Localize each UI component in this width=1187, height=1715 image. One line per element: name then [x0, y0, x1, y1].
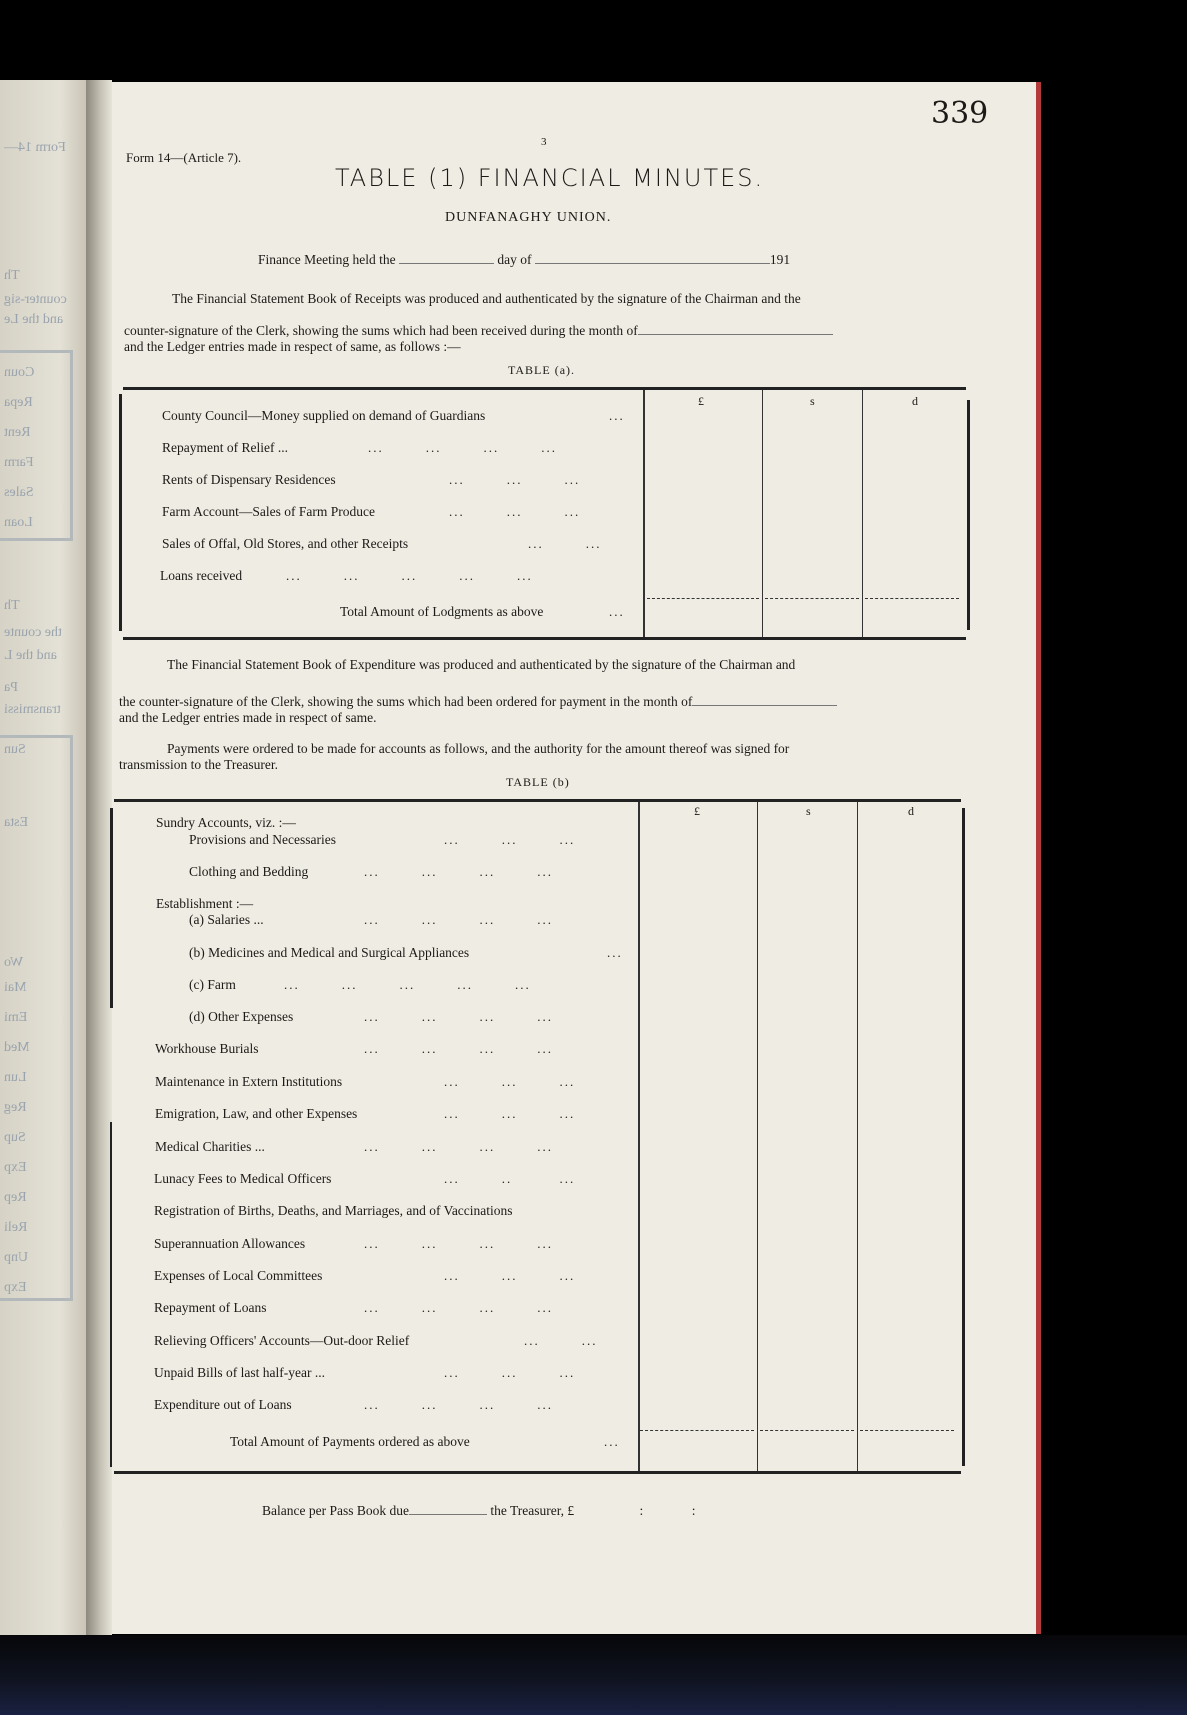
- previous-page-fragment: Mai: [4, 980, 27, 995]
- table-a-row: County Council—Money supplied on demand of Guardians: [162, 408, 486, 423]
- table-b-row: Registration of Births, Deaths, and Marriages, and of Vaccinations: [154, 1203, 513, 1218]
- table-b-row: (b) Medicines and Medical and Surgical Appliances: [189, 945, 470, 960]
- previous-page-edge: [0, 80, 86, 1635]
- page-title: TABLE (1) FINANCIAL MINUTES.: [335, 164, 765, 192]
- payments-paragraph-line2: transmission to the Treasurer.: [119, 757, 278, 772]
- previous-page-fragment: Reli: [4, 1220, 28, 1235]
- leader-dots: ... ... ... ...: [364, 1397, 553, 1412]
- table-b-row: Establishment :—: [156, 896, 254, 911]
- table-b-row: (d) Other Expenses: [189, 1009, 294, 1024]
- table-b-left-rule: [110, 808, 113, 1008]
- previous-page-fragment: and the Le: [4, 312, 64, 327]
- table-a-total-rule-shillings: [765, 598, 859, 599]
- leader-dots: ... ... ... ...: [364, 1300, 553, 1315]
- previous-page-fragment: Th: [4, 598, 20, 613]
- table-a-header-pence: d: [912, 394, 918, 408]
- previous-page-fragment: Pa: [4, 680, 18, 695]
- leader-dots: ... ... ...: [444, 832, 576, 847]
- meeting-label: Finance Meeting held the: [258, 252, 396, 267]
- expenditure-month-field[interactable]: [692, 705, 837, 706]
- background-cloth: [0, 1635, 1187, 1715]
- table-a-total-label: Total Amount of Lodgments as above: [340, 604, 544, 619]
- previous-page-fragment: Wo: [4, 955, 24, 970]
- expenditure-paragraph-line1: The Financial Statement Book of Expenditure was produced and authenticated by the signature of the Chairman and: [167, 657, 796, 672]
- previous-page-table-frame: [0, 735, 73, 1301]
- table-b-divider-pounds: [638, 802, 640, 1471]
- balance-treasurer-label: the Treasurer, £: [490, 1503, 575, 1518]
- leader-dots: ... ... ... ...: [368, 440, 557, 455]
- book-gutter: [86, 80, 112, 1635]
- expenditure-paragraph-line2-text: the counter-signature of the Clerk, showing the sums which had been ordered for payment in the month of: [119, 694, 693, 709]
- table-b-row: (a) Salaries ...: [189, 912, 264, 927]
- table-a-row: Farm Account—Sales of Farm Produce: [162, 504, 375, 519]
- table-b-divider-pence: [857, 802, 858, 1471]
- previous-page-fragment: counter-sig: [4, 292, 67, 307]
- previous-page-fragment: the counte: [4, 625, 62, 640]
- table-a-row: Repayment of Relief ...: [162, 440, 288, 455]
- table-a-caption: TABLE (a).: [508, 363, 576, 377]
- table-a-row: Rents of Dispensary Residences: [162, 472, 336, 487]
- previous-page-fragment: Th: [4, 268, 20, 283]
- table-b: [114, 799, 961, 1474]
- leader-dots: ...: [609, 408, 625, 423]
- previous-page-fragment: Exp: [4, 1280, 27, 1295]
- receipts-paragraph-line2-text: counter-signature of the Clerk, showing the sums which had been received during the month of: [124, 323, 638, 338]
- expenditure-paragraph-line3: and the Ledger entries made in respect of same.: [119, 710, 377, 725]
- previous-page-fragment: Sales: [4, 485, 34, 500]
- table-b-total-rule-pounds: [640, 1430, 754, 1431]
- leader-dots: ... ...: [524, 1333, 598, 1348]
- previous-page-fragment: Form 14—: [4, 140, 66, 155]
- leader-dots: ...: [607, 945, 623, 960]
- previous-page-table-frame: [0, 350, 73, 541]
- table-b-header-pence: d: [908, 804, 914, 818]
- leader-dots: ... ... ... ...: [364, 1236, 553, 1251]
- leader-dots: ... ... ... ...: [364, 1009, 553, 1024]
- leader-dots: ... ... ...: [449, 472, 581, 487]
- balance-separator: :: [691, 1503, 696, 1518]
- expenditure-paragraph-line2: [119, 694, 837, 710]
- table-b-left-rule-lower: [110, 1122, 112, 1467]
- balance-line: [262, 1503, 695, 1519]
- table-a-divider-pounds: [643, 390, 645, 637]
- table-b-row: Lunacy Fees to Medical Officers: [154, 1171, 332, 1186]
- meeting-line: [258, 252, 790, 268]
- table-b-total-rule-pence: [860, 1430, 954, 1431]
- previous-page-fragment: Loan: [4, 515, 33, 530]
- meeting-day-of-label: day of: [497, 252, 532, 267]
- table-a: [123, 387, 966, 640]
- sheet-number: 3: [541, 136, 547, 148]
- page-red-edge: [1036, 82, 1041, 1634]
- page-number: 339: [931, 96, 989, 131]
- table-a-header-shillings: s: [810, 394, 815, 408]
- leader-dots: ... ... ... ... ...: [284, 977, 531, 992]
- table-a-right-rule: [967, 400, 970, 630]
- previous-page-fragment: Rep: [4, 1190, 27, 1205]
- leader-dots: ... ... ...: [444, 1365, 576, 1380]
- form-label: Form 14—(Article 7).: [126, 150, 242, 165]
- balance-separator: :: [639, 1503, 644, 1518]
- leader-dots: ... ...: [528, 536, 602, 551]
- leader-dots: ... ... ...: [444, 1268, 576, 1283]
- payments-paragraph-line1: Payments were ordered to be made for accounts as follows, and the authority for the amount thereof was signed for: [167, 741, 790, 756]
- previous-page-fragment: Esta: [4, 815, 29, 830]
- table-a-total-rule-pence: [865, 598, 959, 599]
- previous-page-fragment: Coun: [4, 365, 35, 380]
- table-b-row: Medical Charities ...: [155, 1139, 265, 1154]
- leader-dots: ... ... ... ...: [364, 1041, 553, 1056]
- table-b-divider-shillings: [757, 802, 758, 1471]
- receipts-paragraph-line3: and the Ledger entries made in respect of same, as follows :—: [124, 339, 461, 354]
- leader-dots: ...: [604, 1434, 620, 1449]
- leader-dots: ... ... ... ... ...: [286, 568, 533, 583]
- previous-page-fragment: Sup: [4, 1130, 26, 1145]
- receipts-paragraph-line1: The Financial Statement Book of Receipts was produced and authenticated by the signature of the Chairman and the: [172, 291, 801, 306]
- previous-page-fragment: Unp: [4, 1250, 29, 1265]
- table-b-header-pounds: £: [694, 804, 700, 818]
- table-b-header-shillings: s: [806, 804, 811, 818]
- table-b-row: Unpaid Bills of last half-year ...: [154, 1365, 325, 1380]
- meeting-day-field[interactable]: [399, 263, 494, 264]
- leader-dots: ... ... ... ...: [364, 912, 553, 927]
- leader-dots: ... ... ...: [444, 1106, 576, 1121]
- table-a-row: Loans received: [160, 568, 243, 583]
- receipts-month-field[interactable]: [638, 334, 833, 335]
- table-b-row: Emigration, Law, and other Expenses: [155, 1106, 358, 1121]
- previous-page-fragment: Lun: [4, 1070, 27, 1085]
- balance-due-field[interactable]: [409, 1514, 487, 1515]
- table-b-row: Clothing and Bedding: [189, 864, 309, 879]
- previous-page-fragment: Exp: [4, 1160, 27, 1175]
- table-b-row: Workhouse Burials: [155, 1041, 259, 1056]
- previous-page-fragment: and the L: [4, 648, 57, 663]
- table-b-row: Provisions and Necessaries: [189, 832, 336, 847]
- table-b-row: Maintenance in Extern Institutions: [155, 1074, 343, 1089]
- leader-dots: ... ... ... ...: [364, 1139, 553, 1154]
- table-a-total-rule-pounds: [647, 598, 759, 599]
- table-b-row: Relieving Officers' Accounts—Out-door Relief: [154, 1333, 410, 1348]
- leader-dots: ... .. ...: [444, 1171, 576, 1186]
- union-name: DUNFANAGHY UNION.: [445, 210, 612, 225]
- table-a-left-rule: [119, 394, 122, 631]
- table-b-row: (c) Farm: [189, 977, 236, 992]
- previous-page-fragment: Sun: [4, 742, 26, 757]
- leader-dots: ... ... ...: [444, 1074, 576, 1089]
- table-b-total-rule-shillings: [760, 1430, 854, 1431]
- balance-label: Balance per Pass Book due: [262, 1503, 409, 1518]
- previous-page-fragment: Farm: [4, 455, 34, 470]
- previous-page-fragment: Repa: [4, 395, 33, 410]
- table-b-row: Repayment of Loans: [154, 1300, 267, 1315]
- table-b-row: Expenses of Local Committees: [154, 1268, 323, 1283]
- table-a-row: Sales of Offal, Old Stores, and other Receipts: [162, 536, 409, 551]
- receipts-paragraph-line2: [124, 323, 833, 339]
- table-a-divider-pence: [862, 390, 863, 637]
- table-b-right-rule: [962, 808, 965, 1466]
- meeting-year-label: 191: [769, 252, 791, 267]
- meeting-month-field[interactable]: [535, 263, 770, 264]
- table-b-caption: TABLE (b): [506, 775, 570, 789]
- table-b-total-label: Total Amount of Payments ordered as above: [230, 1434, 470, 1449]
- leader-dots: ... ... ...: [449, 504, 581, 519]
- previous-page-fragment: Reg: [4, 1100, 27, 1115]
- leader-dots: ...: [609, 604, 625, 619]
- table-a-header-pounds: £: [698, 394, 704, 408]
- table-b-row: Sundry Accounts, viz. :—: [156, 815, 296, 830]
- table-b-row: Expenditure out of Loans: [154, 1397, 292, 1412]
- table-b-row: Superannuation Allowances: [154, 1236, 306, 1251]
- previous-page-fragment: Med: [4, 1040, 30, 1055]
- leader-dots: ... ... ... ...: [364, 864, 553, 879]
- table-a-divider-shillings: [762, 390, 763, 637]
- previous-page-fragment: Emi: [4, 1010, 28, 1025]
- previous-page-fragment: transmissi: [4, 702, 61, 717]
- previous-page-fragment: Rent: [4, 425, 31, 440]
